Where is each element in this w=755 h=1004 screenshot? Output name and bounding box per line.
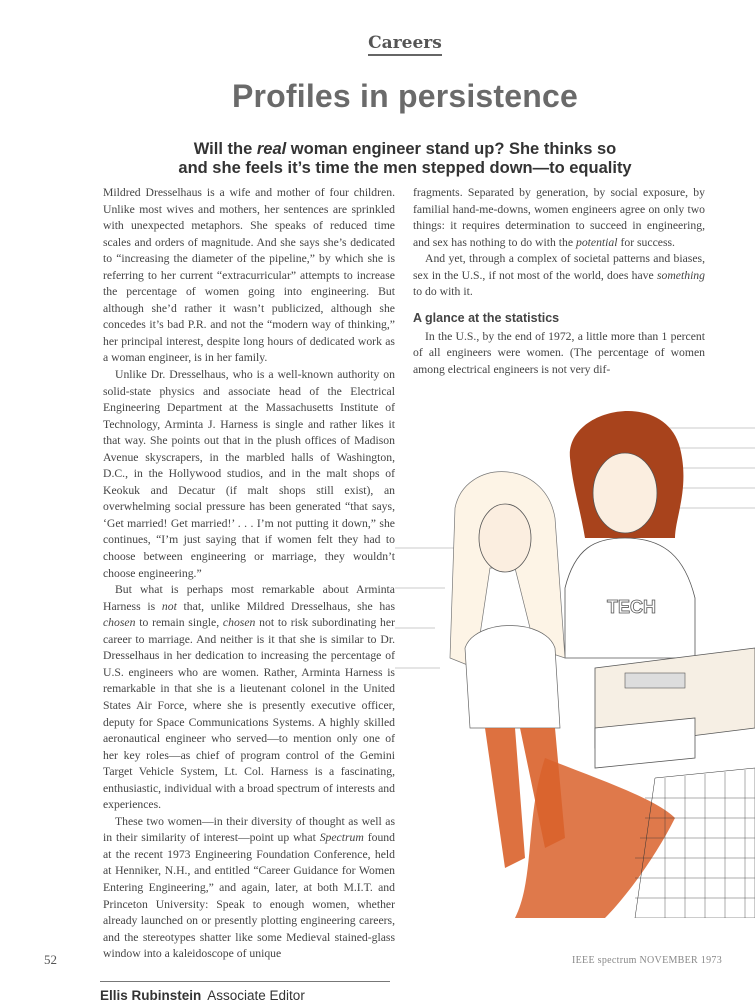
illustration-women-engineers bbox=[395, 398, 755, 918]
desk-equipment bbox=[595, 648, 755, 768]
italic-text: Spectrum bbox=[319, 831, 364, 845]
italic-text: something bbox=[656, 268, 705, 282]
paragraph bbox=[103, 367, 395, 582]
paragraph bbox=[413, 185, 705, 251]
text-run: These two women—in their diversity of thought as well as in their similarity of interest—point up what bbox=[103, 814, 395, 845]
floor-pattern bbox=[515, 758, 755, 918]
italic-text: chosen bbox=[222, 616, 256, 630]
section-label: Careers bbox=[0, 33, 755, 53]
paragraph bbox=[413, 329, 705, 379]
paragraph bbox=[413, 251, 705, 301]
text-run: not to risk subordinating her career to marriage. And neither is it that she is similar to Dr. Dresselhaus in her dedication to increasing the percentage of U.S. engineers who are women. Rather, Arminta Harness is remarkable in that she is a lieutenant colonel in the United States Air Force, where she is presently executive officer, deputy for Space Communications Systems. A highly skilled aeronautical engineer who served—to mention only one of her key roles—as chief of program control of the Gemini Target Vehicle System, Lt. Col. Harness is a fascinating, enthusiastic, individual with a broad spectrum of interests and experiences. bbox=[103, 616, 395, 812]
right-column-wrapper bbox=[413, 185, 705, 918]
deck-line-1: Will the real woman engineer stand up? She thinks so bbox=[193, 140, 617, 158]
text-run: Mildred Dresselhaus is a wife and mother of four children. Unlike most wives and mothers, her sentences are sprinkled with unexpected metaphors. She speaks of reduced time scales and orders of magnitude. And she says she’s dedicated to “increasing the diameter of the pipeline,” by which she is referring to her current “extracurricular” attempts to increase the percentage of women going into engineering. But although she’d rather it wasn’t publicized, although she concedes it’s bad P.R. and not the “modern way of thinking,” her principal interest, despite long hours of dedicated work as a woman engineer, is in her family. bbox=[103, 186, 395, 365]
shirt-text: TECH bbox=[607, 597, 656, 618]
left-column bbox=[103, 185, 395, 963]
woman-right bbox=[565, 411, 695, 658]
article-deck bbox=[0, 140, 755, 178]
paragraph bbox=[103, 185, 395, 367]
paragraph bbox=[103, 814, 395, 963]
italic-text: potential bbox=[575, 235, 618, 249]
byline: Ellis Rubinstein Associate Editor bbox=[100, 987, 305, 1003]
text-run: to do with it. bbox=[413, 285, 473, 299]
text-run: Unlike Dr. Dresselhaus, who is a well-known authority on solid-state physics and associate head of the Electrical Engineering Department at the Massachusetts Institute of Technology, Arminta J. Harness is single and rather likes it that way. She points out that in the plush offices of Madison Avenue skyscrapers, in the marbled halls of Washington, D.C., in the Hollywood studios, and in the malt shops of Keokuk and Decatur (if malt shops still exist), an overwhelming social pressure has been generated “that says, ‘Get married! Get married!’ . . . I’m not putting it down,” she continues, “I’m just saying that if women felt they had to choose between engineering or marriage, they wouldn’t choose engineering.” bbox=[103, 368, 395, 580]
right-column bbox=[413, 185, 705, 378]
text-run: found at the recent 1973 Engineering Foundation Conference, held at Henniker, N.H., and entitled “Career Guidance for Women Entering Engineering,” and again, later, at both M.I.T. and Princeton University: Speak to enough women, whether already launched on or presently plotting engineering careers, and the stereotypes shatter like some Medieval stained-glass window into a kaleidoscope of unique bbox=[103, 831, 395, 961]
italic-text: not bbox=[161, 599, 177, 613]
subhead: A glance at the statistics bbox=[413, 310, 560, 325]
text-run: for success. bbox=[617, 235, 675, 249]
byline-rule bbox=[100, 981, 390, 982]
text-run: And yet, through a complex of societal patterns and biases, sex in the U.S., if not most of the world, does have bbox=[413, 252, 705, 282]
page-number: 52 bbox=[44, 952, 57, 967]
deck-line-2: and she feels it’s time the men stepped down—to equality bbox=[178, 159, 632, 177]
footer-publication: IEEE spectrum NOVEMBER 1973 bbox=[572, 955, 723, 966]
text-run: that, unlike Mildred Dresselhaus, she has bbox=[176, 599, 395, 613]
text-run: But what is perhaps most remarkable about Arminta Harness is bbox=[103, 583, 395, 613]
paragraph bbox=[103, 582, 395, 814]
left-column-wrapper bbox=[100, 185, 395, 1004]
italic-text: chosen bbox=[103, 616, 136, 630]
article-title: Profiles in persistence bbox=[231, 78, 579, 114]
text-run: In the U.S., by the end of 1972, a little more than 1 percent of all engineers were women. (The percentage of women among electrical engineers is not very dif- bbox=[413, 329, 705, 376]
text-run: fragments. Separated by generation, by social exposure, by familial hand-me-downs, women engineers agree on only two things: it requires determination to succeed in engineering, and sex has nothing to do with the bbox=[413, 186, 705, 249]
text-run: to remain single, bbox=[135, 616, 223, 630]
